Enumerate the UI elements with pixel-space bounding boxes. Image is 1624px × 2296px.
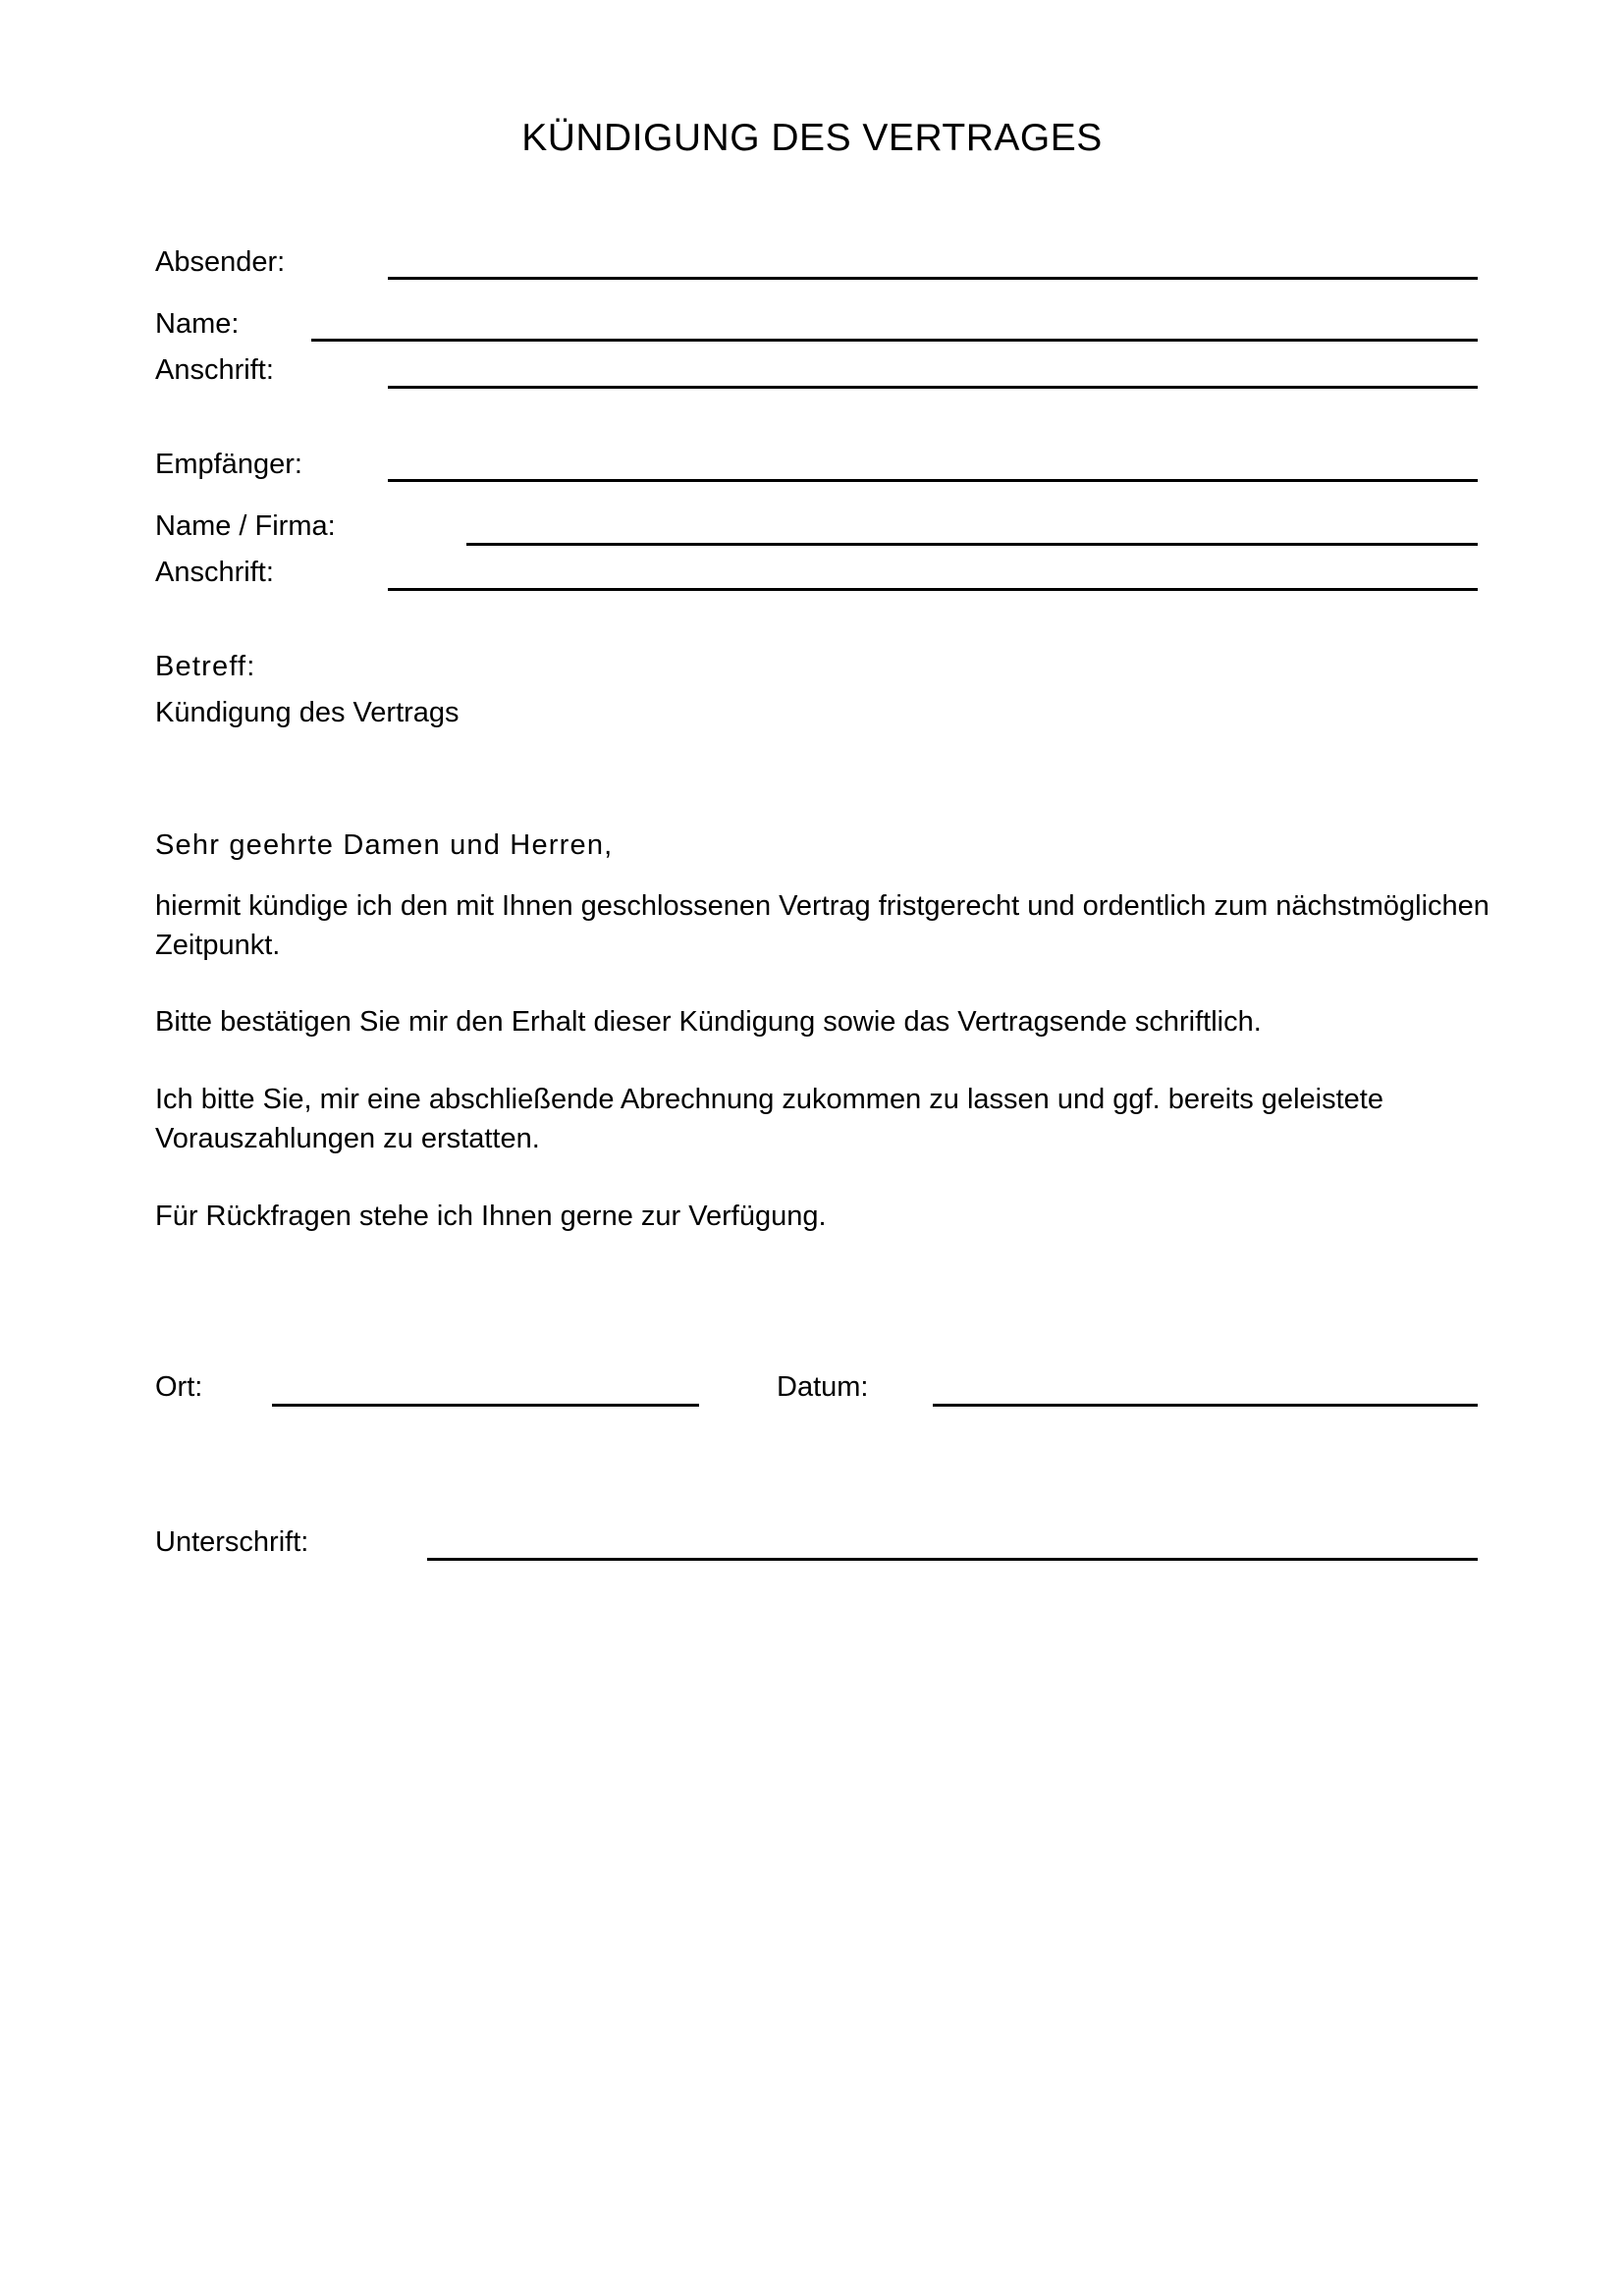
paragraph-1-line-1: hiermit kündige ich den mit Ihnen geschlossenen Vertrag fristgerecht und ordentlich zum nächstmöglichen <box>155 890 1489 922</box>
subject-text: Kündigung des Vertrags <box>155 697 460 728</box>
paragraph-4: Für Rückfragen stehe ich Ihnen gerne zur Verfügung. <box>155 1201 827 1232</box>
sender-input-line[interactable] <box>388 277 1478 280</box>
recipient-input-line[interactable] <box>388 479 1478 482</box>
paragraph-2: Bitte bestätigen Sie mir den Erhalt dieser Kündigung sowie das Vertragsende schriftlich. <box>155 1006 1262 1038</box>
recipient-name-input-line[interactable] <box>466 543 1478 546</box>
paragraph-3-line-2: Vorauszahlungen zu erstatten. <box>155 1123 540 1154</box>
recipient-address-label: Anschrift: <box>155 557 274 588</box>
recipient-address-input-line[interactable] <box>388 588 1478 591</box>
sender-heading: Absender: <box>155 246 286 278</box>
document-title: KÜNDIGUNG DES VERTRAGES <box>521 117 1103 159</box>
place-label: Ort: <box>155 1371 203 1403</box>
paragraph-1-line-2: Zeitpunkt. <box>155 930 281 961</box>
salutation: Sehr geehrte Damen und Herren, <box>155 829 614 861</box>
date-input-line[interactable] <box>933 1404 1478 1407</box>
date-label: Datum: <box>777 1371 869 1403</box>
place-input-line[interactable] <box>272 1404 699 1407</box>
sender-name-label: Name: <box>155 308 240 340</box>
sender-address-label: Anschrift: <box>155 354 274 386</box>
sender-address-input-line[interactable] <box>388 386 1478 389</box>
sender-name-input-line[interactable] <box>311 339 1478 342</box>
recipient-heading: Empfänger: <box>155 449 302 480</box>
recipient-name-label: Name / Firma: <box>155 510 336 542</box>
subject-label: Betreff: <box>155 651 256 682</box>
signature-label: Unterschrift: <box>155 1526 309 1558</box>
paragraph-3-line-1: Ich bitte Sie, mir eine abschließende Abrechnung zukommen zu lassen und ggf. bereits geleistete <box>155 1084 1383 1115</box>
signature-input-line[interactable] <box>427 1558 1478 1561</box>
